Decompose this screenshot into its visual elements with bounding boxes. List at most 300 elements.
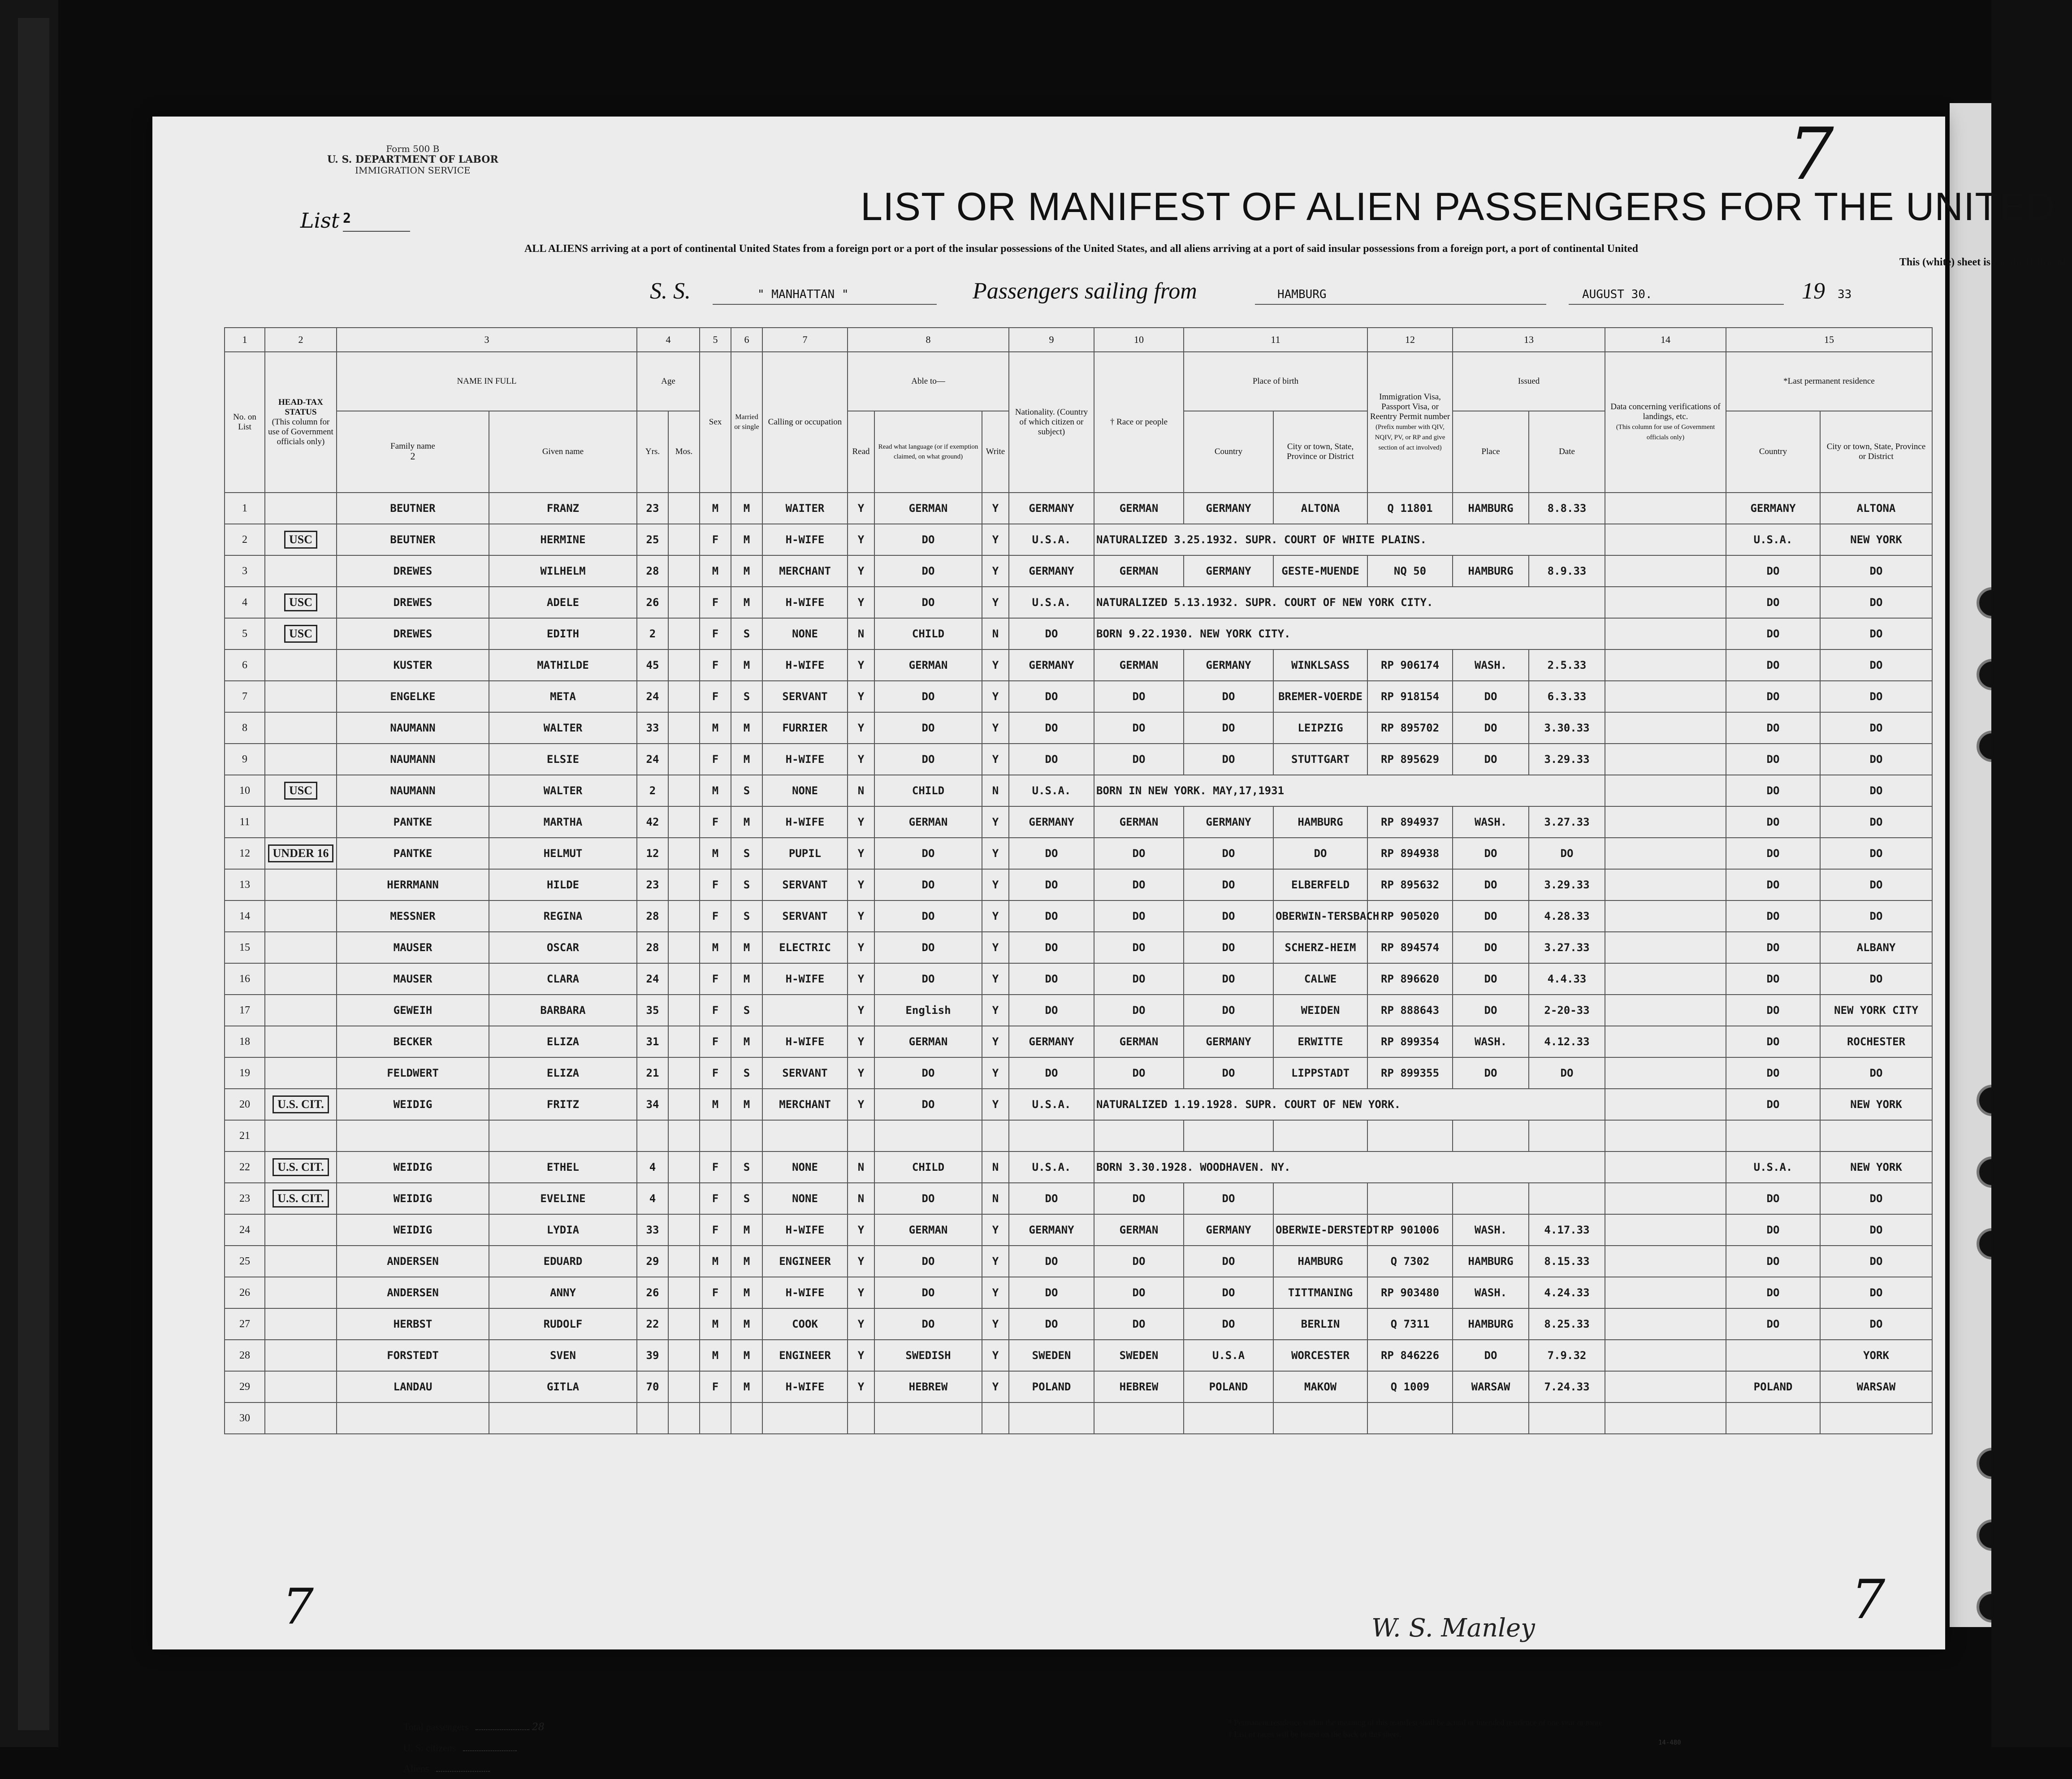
birth-country: U.S.A xyxy=(1184,1340,1273,1371)
row-number: 15 xyxy=(225,932,265,963)
issued-date: 8.25.33 xyxy=(1529,1308,1605,1340)
birth-country: DO xyxy=(1184,995,1273,1026)
header-issued: Issued xyxy=(1453,352,1605,411)
residence-country: DO xyxy=(1726,649,1820,681)
residence-country: DO xyxy=(1726,744,1820,775)
table-row xyxy=(225,963,1932,995)
row-number: 2 xyxy=(225,524,265,555)
birth-city xyxy=(1273,1183,1367,1214)
residence-country: DO xyxy=(1726,995,1820,1026)
given-name: ANNY xyxy=(489,1277,637,1308)
read-language: GERMAN xyxy=(874,649,982,681)
table-row xyxy=(225,649,1932,681)
landing-data xyxy=(1605,681,1726,712)
birth-country: POLAND xyxy=(1184,1371,1273,1402)
read-language: HEBREW xyxy=(874,1371,982,1402)
family-name: PANTKE xyxy=(337,806,489,838)
row-number: 10 xyxy=(225,775,265,806)
race: DO xyxy=(1094,995,1184,1026)
age-months xyxy=(668,587,700,618)
landing-data xyxy=(1605,963,1726,995)
can-write: Y xyxy=(982,1246,1009,1277)
row-number: 12 xyxy=(225,838,265,869)
table-row xyxy=(225,1371,1932,1402)
age-years xyxy=(637,1120,668,1151)
birth-country: GERMANY xyxy=(1184,1026,1273,1057)
occupation: SERVANT xyxy=(762,1057,848,1089)
given-name: ELSIE xyxy=(489,744,637,775)
residence-country: DO xyxy=(1726,1057,1820,1089)
head-tax-cell xyxy=(265,712,337,744)
residence-city: DO xyxy=(1820,838,1932,869)
visa-number: RP 899354 xyxy=(1367,1026,1453,1057)
age-months xyxy=(668,493,700,524)
aliens-line xyxy=(403,1758,545,1779)
residence-city: DO xyxy=(1820,1308,1932,1340)
age-years: 23 xyxy=(637,869,668,900)
given-name: HERMINE xyxy=(489,524,637,555)
nationality: DO xyxy=(1009,869,1094,900)
residence-country: U.S.A. xyxy=(1726,1151,1820,1183)
row-number: 29 xyxy=(225,1371,265,1402)
age-months xyxy=(668,995,700,1026)
residence-country: DO xyxy=(1726,963,1820,995)
sex: M xyxy=(700,932,731,963)
birth-city: WEIDEN xyxy=(1273,995,1367,1026)
family-name: WEIDIG xyxy=(337,1214,489,1246)
birth-city: SCHERZ-HEIM xyxy=(1273,932,1367,963)
landing-data xyxy=(1605,1089,1726,1120)
visa-number xyxy=(1367,1402,1453,1434)
read-language: DO xyxy=(874,1183,982,1214)
department-name: U. S. DEPARTMENT OF LABOR xyxy=(327,154,498,165)
head-tax-cell xyxy=(265,995,337,1026)
nationality: DO xyxy=(1009,681,1094,712)
landing-data xyxy=(1605,493,1726,524)
head-tax-cell xyxy=(265,1183,337,1214)
issued-date: 8.15.33 xyxy=(1529,1246,1605,1277)
visa-number: Q 7311 xyxy=(1367,1308,1453,1340)
race: DO xyxy=(1094,744,1184,775)
family-name: BECKER xyxy=(337,1026,489,1057)
given-name: EVELINE xyxy=(489,1183,637,1214)
residence-country: DO xyxy=(1726,618,1820,649)
subtitle-line: This (white) sheet is for the listing of xyxy=(1899,256,2066,268)
can-read: Y xyxy=(848,555,874,587)
family-name: DREWES xyxy=(337,618,489,649)
birth-country: DO xyxy=(1184,1057,1273,1089)
residence-city: DO xyxy=(1820,555,1932,587)
can-read: Y xyxy=(848,649,874,681)
age-months xyxy=(668,806,700,838)
table-row xyxy=(225,1246,1932,1277)
birth-country: DO xyxy=(1184,900,1273,932)
landing-data xyxy=(1605,1308,1726,1340)
page-title: LIST OR MANIFEST OF ALIEN PASSENGERS FOR THE UNITED xyxy=(861,184,2055,229)
nationality: DO xyxy=(1009,618,1094,649)
table-row xyxy=(225,618,1932,649)
form-number: Form 500 B xyxy=(386,143,440,154)
residence-city: NEW YORK CITY xyxy=(1820,995,1932,1026)
residence-country: DO xyxy=(1726,838,1820,869)
landing-data xyxy=(1605,900,1726,932)
age-months xyxy=(668,1057,700,1089)
row-number: 14 xyxy=(225,900,265,932)
age-months xyxy=(668,1308,700,1340)
can-write: Y xyxy=(982,838,1009,869)
race: DO xyxy=(1094,1057,1184,1089)
header-family-name xyxy=(337,411,489,493)
read-language: DO xyxy=(874,1057,982,1089)
header-residence-city: City or town, State, Province or District xyxy=(1820,411,1932,493)
given-name: GITLA xyxy=(489,1371,637,1402)
race: DO xyxy=(1094,838,1184,869)
header-place-of-birth: Place of birth xyxy=(1184,352,1367,411)
sex: F xyxy=(700,1026,731,1057)
marital-status: M xyxy=(731,1214,762,1246)
given-name: ADELE xyxy=(489,587,637,618)
sex: F xyxy=(700,869,731,900)
residence-city: ALTONA xyxy=(1820,493,1932,524)
age-years: 34 xyxy=(637,1089,668,1120)
can-write: Y xyxy=(982,1026,1009,1057)
nationality: DO xyxy=(1009,744,1094,775)
occupation: H-WIFE xyxy=(762,1214,848,1246)
nationality: GERMANY xyxy=(1009,493,1094,524)
occupation: ENGINEER xyxy=(762,1246,848,1277)
age-years: 2 xyxy=(637,618,668,649)
header-residence-country: Country xyxy=(1726,411,1820,493)
page-subtitle xyxy=(524,242,2066,269)
birth-city: LIPPSTADT xyxy=(1273,1057,1367,1089)
occupation: NONE xyxy=(762,618,848,649)
can-write: Y xyxy=(982,1214,1009,1246)
read-language: DO xyxy=(874,869,982,900)
occupation: SERVANT xyxy=(762,681,848,712)
age-months xyxy=(668,555,700,587)
occupation: ELECTRIC xyxy=(762,932,848,963)
sex: F xyxy=(700,524,731,555)
read-language: DO xyxy=(874,1089,982,1120)
race: GERMAN xyxy=(1094,649,1184,681)
residence-city: DO xyxy=(1820,618,1932,649)
table-row xyxy=(225,1089,1932,1120)
can-read: Y xyxy=(848,900,874,932)
service-name: IMMIGRATION SERVICE xyxy=(355,165,471,176)
landing-data xyxy=(1605,1371,1726,1402)
issued-date: 3.29.33 xyxy=(1529,869,1605,900)
race: GERMAN xyxy=(1094,1026,1184,1057)
landing-data xyxy=(1605,932,1726,963)
age-months xyxy=(668,712,700,744)
can-write: Y xyxy=(982,995,1009,1026)
nationality: DO xyxy=(1009,995,1094,1026)
occupation: H-WIFE xyxy=(762,1026,848,1057)
row-number: 6 xyxy=(225,649,265,681)
manifest-table xyxy=(224,327,1933,1434)
race: DO xyxy=(1094,963,1184,995)
occupation: PUPIL xyxy=(762,838,848,869)
visa-number: RP 895702 xyxy=(1367,712,1453,744)
citizenship-note: NATURALIZED 3.25.1932. SUPR. COURT OF WHITE PLAINS. xyxy=(1094,524,1605,555)
sex: F xyxy=(700,618,731,649)
age-years: 23 xyxy=(637,493,668,524)
visa-number: RP 894574 xyxy=(1367,932,1453,963)
head-tax-cell xyxy=(265,681,337,712)
citizens-line xyxy=(463,1750,517,1751)
head-tax-cell xyxy=(265,649,337,681)
birth-city: TITTMANING xyxy=(1273,1277,1367,1308)
marital-status: M xyxy=(731,1026,762,1057)
sex: F xyxy=(700,744,731,775)
can-write: N xyxy=(982,1183,1009,1214)
age-years: 26 xyxy=(637,587,668,618)
citizenship-note: BORN IN NEW YORK. MAY,17,1931 xyxy=(1094,775,1605,806)
row-number: 9 xyxy=(225,744,265,775)
landing-data xyxy=(1605,806,1726,838)
issued-place: DO xyxy=(1453,1340,1529,1371)
age-years: 24 xyxy=(637,744,668,775)
header-yrs: Yrs. xyxy=(637,411,668,493)
row-number: 19 xyxy=(225,1057,265,1089)
footnote-residence: * Permanent residence within the meaning of this manifest shall be actual or intended residence of one year or more. xyxy=(1228,1718,1605,1727)
issued-date: 8.9.33 xyxy=(1529,555,1605,587)
residence-city: DO xyxy=(1820,1277,1932,1308)
birth-city: HAMBURG xyxy=(1273,1246,1367,1277)
sailing-date: AUGUST 30. xyxy=(1582,288,1652,301)
occupation xyxy=(762,1120,848,1151)
table-row xyxy=(225,555,1932,587)
marital-status: S xyxy=(731,869,762,900)
us-citizens-label: U. S. citizens xyxy=(403,1742,456,1753)
can-read: Y xyxy=(848,493,874,524)
given-name: MARTHA xyxy=(489,806,637,838)
given-name: FRITZ xyxy=(489,1089,637,1120)
issued-date: 4.28.33 xyxy=(1529,900,1605,932)
header-head-tax xyxy=(265,352,337,493)
issued-place: HAMBURG xyxy=(1453,493,1529,524)
occupation: NONE xyxy=(762,1151,848,1183)
issued-date: 3.30.33 xyxy=(1529,712,1605,744)
nationality: GERMANY xyxy=(1009,806,1094,838)
can-write xyxy=(982,1402,1009,1434)
sex: F xyxy=(700,1057,731,1089)
row-number: 1 xyxy=(225,493,265,524)
birth-country: GERMANY xyxy=(1184,1214,1273,1246)
issued-place: WASH. xyxy=(1453,1026,1529,1057)
can-read: Y xyxy=(848,1308,874,1340)
row-number: 26 xyxy=(225,1277,265,1308)
can-read: Y xyxy=(848,712,874,744)
residence-country xyxy=(1726,1402,1820,1434)
family-name: HERRMANN xyxy=(337,869,489,900)
occupation: SERVANT xyxy=(762,900,848,932)
can-read xyxy=(848,1402,874,1434)
birth-country: DO xyxy=(1184,963,1273,995)
nationality: POLAND xyxy=(1009,1371,1094,1402)
age-years: 45 xyxy=(637,649,668,681)
total-line xyxy=(476,1729,529,1730)
column-number: 8 xyxy=(848,328,1009,352)
table-row xyxy=(225,712,1932,744)
table-row xyxy=(225,681,1932,712)
nationality: DO xyxy=(1009,1057,1094,1089)
marital-status: M xyxy=(731,649,762,681)
issued-date: 2.5.33 xyxy=(1529,649,1605,681)
issued-place: WASH. xyxy=(1453,649,1529,681)
year-suffix: 33 xyxy=(1838,288,1852,301)
head-tax-stamp: U.S. CIT. xyxy=(273,1158,329,1176)
occupation: H-WIFE xyxy=(762,587,848,618)
family-name: MESSNER xyxy=(337,900,489,932)
race: GERMAN xyxy=(1094,555,1184,587)
can-read: N xyxy=(848,1151,874,1183)
read-language: GERMAN xyxy=(874,1026,982,1057)
head-tax-stamp: USC xyxy=(284,625,317,643)
can-write: Y xyxy=(982,649,1009,681)
header-occupation: Calling or occupation xyxy=(762,352,848,493)
citizenship-note: NATURALIZED 1.19.1928. SUPR. COURT OF NEW YORK. xyxy=(1094,1089,1605,1120)
landing-note: (This column for use of Government officials only) xyxy=(1616,424,1715,441)
sex: M xyxy=(700,493,731,524)
nationality: DO xyxy=(1009,1246,1094,1277)
row-number: 7 xyxy=(225,681,265,712)
header-landing xyxy=(1605,352,1726,493)
row-number: 4 xyxy=(225,587,265,618)
landing-data xyxy=(1605,869,1726,900)
residence-city: DO xyxy=(1820,744,1932,775)
occupation: NONE xyxy=(762,1183,848,1214)
birth-country xyxy=(1184,1402,1273,1434)
given-name: ELIZA xyxy=(489,1026,637,1057)
issued-date: 3.27.33 xyxy=(1529,806,1605,838)
can-read xyxy=(848,1120,874,1151)
landing-data xyxy=(1605,649,1726,681)
nationality: U.S.A. xyxy=(1009,587,1094,618)
can-write: Y xyxy=(982,806,1009,838)
citizenship-note: BORN 3.30.1928. WOODHAVEN. NY. xyxy=(1094,1151,1605,1183)
issued-place: DO xyxy=(1453,995,1529,1026)
family-name: GEWEIH xyxy=(337,995,489,1026)
landing-data xyxy=(1605,555,1726,587)
residence-country: DO xyxy=(1726,555,1820,587)
given-name xyxy=(489,1402,637,1434)
nationality: DO xyxy=(1009,963,1094,995)
header-row xyxy=(225,352,1932,411)
age-years: 21 xyxy=(637,1057,668,1089)
age-months xyxy=(668,775,700,806)
can-read: N xyxy=(848,618,874,649)
race: HEBREW xyxy=(1094,1371,1184,1402)
head-tax-cell xyxy=(265,900,337,932)
read-language: CHILD xyxy=(874,618,982,649)
can-read: N xyxy=(848,1183,874,1214)
read-language xyxy=(874,1402,982,1434)
issued-date xyxy=(1529,1183,1605,1214)
form-code: 14-480 xyxy=(1658,1739,1681,1746)
age-years: 25 xyxy=(637,524,668,555)
marital-status: M xyxy=(731,1340,762,1371)
residence-city: DO xyxy=(1820,649,1932,681)
race: DO xyxy=(1094,1308,1184,1340)
family-name: FELDWERT xyxy=(337,1057,489,1089)
sex: F xyxy=(700,1277,731,1308)
visa-number: RP 918154 xyxy=(1367,681,1453,712)
nationality: DO xyxy=(1009,1183,1094,1214)
age-years: 31 xyxy=(637,1026,668,1057)
race: DO xyxy=(1094,1246,1184,1277)
year-prefix: 19 xyxy=(1802,278,1825,304)
nationality: U.S.A. xyxy=(1009,1151,1094,1183)
head-tax-cell xyxy=(265,806,337,838)
table-row xyxy=(225,1120,1932,1151)
birth-city: WINKLSASS xyxy=(1273,649,1367,681)
landing-data xyxy=(1605,524,1726,555)
underline xyxy=(713,304,937,305)
age-months xyxy=(668,1151,700,1183)
residence-country: POLAND xyxy=(1726,1371,1820,1402)
list-number: 2 xyxy=(343,211,351,226)
can-write: Y xyxy=(982,1057,1009,1089)
row-number: 22 xyxy=(225,1151,265,1183)
issued-date: 3.27.33 xyxy=(1529,932,1605,963)
head-tax-cell xyxy=(265,1402,337,1434)
residence-country: DO xyxy=(1726,932,1820,963)
table-row xyxy=(225,775,1932,806)
can-read: Y xyxy=(848,1214,874,1246)
marital-status: S xyxy=(731,838,762,869)
header-sex: Sex xyxy=(700,352,731,493)
age-years: 29 xyxy=(637,1246,668,1277)
sex: F xyxy=(700,963,731,995)
column-number: 5 xyxy=(700,328,731,352)
table-row xyxy=(225,1151,1932,1183)
read-language: DO xyxy=(874,1246,982,1277)
residence-city: DO xyxy=(1820,1246,1932,1277)
residence-city: DO xyxy=(1820,806,1932,838)
read-language: DO xyxy=(874,838,982,869)
race: DO xyxy=(1094,932,1184,963)
head-tax-cell xyxy=(265,1371,337,1402)
residence-country: DO xyxy=(1726,806,1820,838)
marital-status: S xyxy=(731,900,762,932)
birth-city: HAMBURG xyxy=(1273,806,1367,838)
row-number: 24 xyxy=(225,1214,265,1246)
age-months xyxy=(668,1277,700,1308)
residence-country: DO xyxy=(1726,681,1820,712)
age-years: 70 xyxy=(637,1371,668,1402)
table-row xyxy=(225,869,1932,900)
landing-data xyxy=(1605,1246,1726,1277)
birth-city: WORCESTER xyxy=(1273,1340,1367,1371)
birth-city xyxy=(1273,1402,1367,1434)
marital-status: M xyxy=(731,1371,762,1402)
column-number: 3 xyxy=(337,328,637,352)
race: DO xyxy=(1094,1183,1184,1214)
head-tax-cell xyxy=(265,869,337,900)
birth-city: BREMER-VOERDE xyxy=(1273,681,1367,712)
given-name: WILHELM xyxy=(489,555,637,587)
birth-country: DO xyxy=(1184,838,1273,869)
family-name: BEUTNER xyxy=(337,493,489,524)
head-tax-cell xyxy=(265,838,337,869)
marital-status: S xyxy=(731,618,762,649)
race: GERMAN xyxy=(1094,806,1184,838)
column-number: 11 xyxy=(1184,328,1367,352)
row-number: 3 xyxy=(225,555,265,587)
column-number: 15 xyxy=(1726,328,1932,352)
family-name: WEIDIG xyxy=(337,1151,489,1183)
